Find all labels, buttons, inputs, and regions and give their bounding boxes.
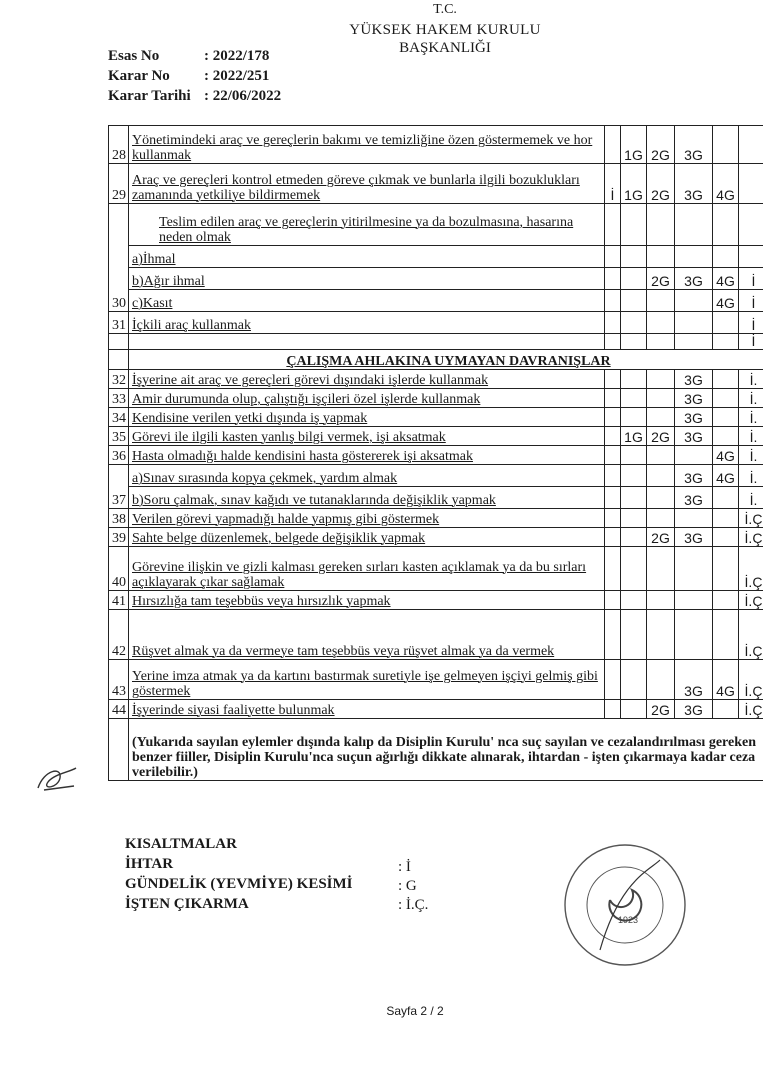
signature-mark xyxy=(30,760,90,800)
penalty-cell: İ. xyxy=(739,427,763,446)
penalty-cell: 2G xyxy=(647,700,675,719)
header-subtitle: BAŞKANLIĞI xyxy=(399,40,491,56)
abbreviation-value: : İ.Ç. xyxy=(398,897,429,913)
row-subtext: a)Sınav sırasında kopya çekmek, yardım almak xyxy=(129,465,605,487)
row-subtext: a)İhmal xyxy=(129,246,605,268)
table-row xyxy=(109,660,763,700)
penalty-cell: İ.Ç xyxy=(739,528,763,547)
penalty-cell: İ xyxy=(739,334,763,350)
penalty-cell: 3G xyxy=(675,465,713,487)
row-number: 31 xyxy=(109,312,129,334)
table-row xyxy=(109,370,763,389)
row-number: 28 xyxy=(109,126,129,164)
penalty-cell: 2G xyxy=(647,427,675,446)
row-text: Yönetimindeki araç ve gereçlerin bakımı ve temizliğine özen göstermemek ve hor kullanmak xyxy=(129,126,605,164)
table-row xyxy=(109,591,763,610)
penalty-cell: İ xyxy=(739,312,763,334)
row-number: 41 xyxy=(109,591,129,610)
penalty-cell: 4G xyxy=(713,268,739,290)
closing-note: (Yukarıda sayılan eylemler dışında kalıp da Disiplin Kurulu' nca suç sayılan ve cezalandırılması gereken benzer fiiller, Disiplin Kurulu'nca suçun ağırlığı dikkate alınarak, ihtardan - işten çıkarmaya kadar ceza verilebilir.) xyxy=(129,719,763,781)
row-text: Kendisine verilen yetki dışında iş yapmak xyxy=(129,408,605,427)
penalty-cell: 1G xyxy=(621,427,647,446)
table-row xyxy=(109,408,763,427)
penalty-cell: 3G xyxy=(675,389,713,408)
abbreviation-values xyxy=(398,858,428,915)
row-text: Teslim edilen araç ve gereçlerin yitirilmesine ya da bozulmasına, hasarına neden olmak xyxy=(129,204,605,246)
header-tc: T.C. xyxy=(433,2,457,17)
discipline-table xyxy=(108,125,763,781)
table-row xyxy=(109,164,763,204)
penalty-cell: İ. xyxy=(739,370,763,389)
table-row xyxy=(109,446,763,465)
table-row xyxy=(109,700,763,719)
meta-value: : 2022/178 xyxy=(204,48,270,64)
penalty-cell: İ. xyxy=(739,408,763,427)
penalty-cell: 4G xyxy=(713,164,739,204)
penalty-cell xyxy=(739,164,763,204)
penalty-cell: 1G xyxy=(621,164,647,204)
row-number: 39 xyxy=(109,528,129,547)
penalty-cell: 2G xyxy=(647,164,675,204)
row-number: 44 xyxy=(109,700,129,719)
penalty-cell: İ.Ç xyxy=(739,610,763,660)
section-title: ÇALIŞMA AHLAKINA UYMAYAN DAVRANIŞLAR xyxy=(129,350,763,370)
penalty-cell xyxy=(713,126,739,164)
penalty-cell: İ.Ç xyxy=(739,700,763,719)
table-row xyxy=(109,246,763,268)
penalty-cell xyxy=(605,126,621,164)
table-row xyxy=(109,528,763,547)
row-number: 29 xyxy=(109,164,129,204)
penalty-cell: 3G xyxy=(675,700,713,719)
abbreviation-value: : İ xyxy=(398,859,411,875)
abbreviations-title: KISALTMALAR xyxy=(125,836,237,852)
penalty-cell: 3G xyxy=(675,268,713,290)
row-number: 43 xyxy=(109,660,129,700)
row-number: 30 xyxy=(109,204,129,312)
row-text: Verilen görevi yapmadığı halde yapmış gibi göstermek xyxy=(129,509,605,528)
row-text: İşyerinde siyasi faaliyette bulunmak xyxy=(129,700,605,719)
penalty-cell: İ.Ç xyxy=(739,509,763,528)
penalty-cell: 4G xyxy=(713,290,739,312)
table-row xyxy=(109,427,763,446)
row-text: Yerine imza atmak ya da kartını bastırmak suretiyle işe gelmeyen işçiyi gelmiş gibi göstermek xyxy=(129,660,605,700)
penalty-cell: 3G xyxy=(675,408,713,427)
abbreviation-label: GÜNDELİK (YEVMİYE) KESİMİ xyxy=(125,876,353,892)
penalty-cell: 2G xyxy=(647,268,675,290)
table-row xyxy=(109,126,763,164)
penalty-cell: İ. xyxy=(739,465,763,487)
row-text: İşyerine ait araç ve gereçleri görevi dışındaki işlerde kullanmak xyxy=(129,370,605,389)
official-seal xyxy=(560,840,690,970)
row-text: Hasta olmadığı halde kendisini hasta göstererek işi aksatmak xyxy=(129,446,605,465)
seal-year: 1923 xyxy=(618,915,639,925)
row-number: 37 xyxy=(109,465,129,509)
note-row xyxy=(109,719,763,781)
penalty-cell: İ.Ç xyxy=(739,547,763,591)
penalty-cell: İ xyxy=(739,290,763,312)
meta-label: Esas No xyxy=(108,48,160,64)
meta-label: Karar No xyxy=(108,68,170,84)
row-text: Sahte belge düzenlemek, belgede değişiklik yapmak xyxy=(129,528,605,547)
penalty-cell: İ. xyxy=(739,389,763,408)
row-number: 42 xyxy=(109,610,129,660)
table-row xyxy=(109,547,763,591)
row-text: Amir durumunda olup, çalıştığı işçileri özel işlerde kullanmak xyxy=(129,389,605,408)
table-row xyxy=(109,610,763,660)
table-row xyxy=(109,268,763,290)
header-title: YÜKSEK HAKEM KURULU xyxy=(349,22,541,38)
table-row xyxy=(109,312,763,334)
penalty-cell: İ. xyxy=(739,446,763,465)
case-metadata xyxy=(108,48,281,108)
table-row xyxy=(109,509,763,528)
penalty-cell: İ xyxy=(605,164,621,204)
penalty-cell: 3G xyxy=(675,528,713,547)
row-subtext: b)Ağır ihmal xyxy=(129,268,605,290)
table-row xyxy=(109,204,763,246)
row-number: 40 xyxy=(109,547,129,591)
penalty-cell: 2G xyxy=(647,126,675,164)
penalty-cell: 3G xyxy=(675,164,713,204)
penalty-cell: 2G xyxy=(647,528,675,547)
row-number: 38 xyxy=(109,509,129,528)
abbreviation-value: : G xyxy=(398,878,417,894)
row-number: 35 xyxy=(109,427,129,446)
penalty-cell: 4G xyxy=(713,465,739,487)
row-number: 32 xyxy=(109,370,129,389)
row-number: 33 xyxy=(109,389,129,408)
penalty-cell xyxy=(739,126,763,164)
meta-value: : 22/06/2022 xyxy=(204,88,282,104)
row-text: Görevine ilişkin ve gizli kalması gereken sırları kasten açıklamak ya da bu sırları açıklayarak çıkar sağlamak xyxy=(129,547,605,591)
table-row xyxy=(109,389,763,408)
table-row xyxy=(109,334,763,350)
abbreviations-block xyxy=(125,834,353,914)
meta-label: Karar Tarihi xyxy=(108,88,191,104)
row-text: İçkili araç kullanmak xyxy=(129,312,605,334)
penalty-cell: İ.Ç xyxy=(739,660,763,700)
section-header-row xyxy=(109,350,763,370)
page-number: Sayfa 2 / 2 xyxy=(386,1004,444,1018)
row-text: Hırsızlığa tam teşebbüs veya hırsızlık yapmak xyxy=(129,591,605,610)
penalty-cell: 3G xyxy=(675,660,713,700)
penalty-cell: 1G xyxy=(621,126,647,164)
penalty-cell: 3G xyxy=(675,370,713,389)
penalty-cell: İ.Ç xyxy=(739,591,763,610)
table-row xyxy=(109,487,763,509)
penalty-cell: İ. xyxy=(739,487,763,509)
penalty-cell: 4G xyxy=(713,660,739,700)
abbreviation-label: İŞTEN ÇIKARMA xyxy=(125,896,249,912)
row-subtext: c)Kasıt xyxy=(129,290,605,312)
meta-value: : 2022/251 xyxy=(204,68,270,84)
penalty-cell: 3G xyxy=(675,487,713,509)
abbreviation-label: İHTAR xyxy=(125,856,174,872)
penalty-cell: İ xyxy=(739,268,763,290)
row-text: Görevi ile ilgili kasten yanlış bilgi vermek, işi aksatmak xyxy=(129,427,605,446)
row-number: 36 xyxy=(109,446,129,465)
row-text: Rüşvet almak ya da vermeye tam teşebbüs veya rüşvet almak ya da vermek xyxy=(129,610,605,660)
penalty-cell: 3G xyxy=(675,427,713,446)
table-row xyxy=(109,465,763,487)
row-subtext: b)Soru çalmak, sınav kağıdı ve tutanaklarında değişiklik yapmak xyxy=(129,487,605,509)
penalty-cell: 4G xyxy=(713,446,739,465)
row-text: Araç ve gereçleri kontrol etmeden göreve çıkmak ve bunlarla ilgili bozuklukları zamanında yetkiliye bildirmemek xyxy=(129,164,605,204)
table-row xyxy=(109,290,763,312)
penalty-cell: 3G xyxy=(675,126,713,164)
row-number: 34 xyxy=(109,408,129,427)
